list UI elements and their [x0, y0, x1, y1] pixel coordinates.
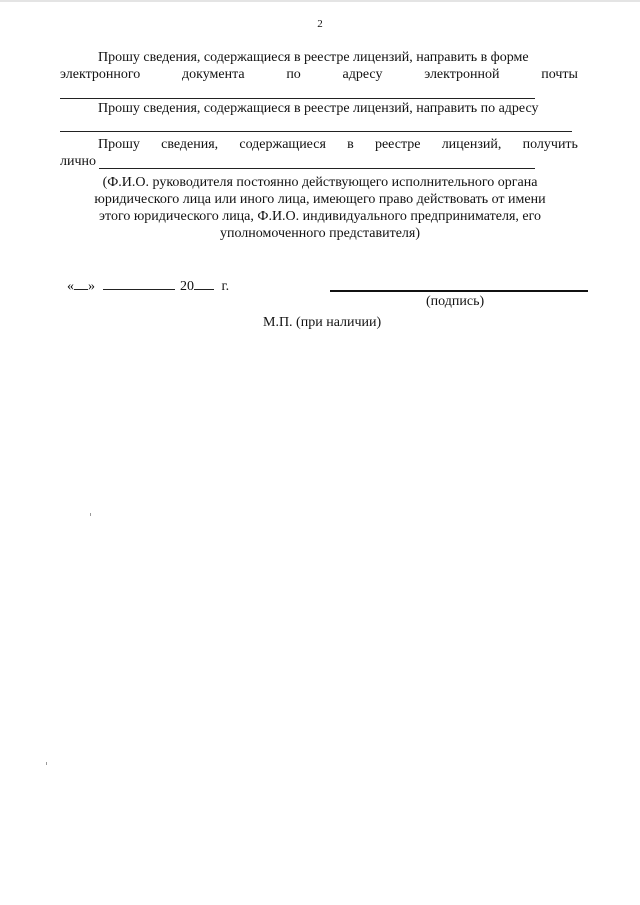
word: почты — [541, 67, 578, 82]
word: в — [347, 137, 354, 152]
word: адресу — [342, 67, 383, 82]
word: по — [286, 67, 301, 82]
request-email-line2 — [60, 67, 578, 83]
date-open-quote: « — [67, 279, 74, 294]
request-email-line1: Прошу сведения, содержащиеся в реестре лицензий, направить в форме — [98, 50, 529, 65]
word: получить — [522, 137, 578, 152]
year-blank[interactable] — [194, 277, 214, 290]
date-field — [67, 277, 229, 295]
word: электронной — [424, 67, 500, 82]
year-suffix: г. — [221, 279, 230, 294]
scan-edge — [0, 0, 640, 2]
stamp-note: М.П. (при наличии) — [263, 315, 382, 330]
page-number: 2 — [317, 18, 323, 30]
request-personal-line2: лично — [60, 154, 97, 169]
caption-line-4: уполномоченного представителя) — [219, 226, 421, 241]
scan-speck — [46, 762, 47, 765]
word: содержащиеся — [239, 137, 326, 152]
word: лицензий, — [441, 137, 502, 152]
caption-line-1: (Ф.И.О. руководителя постоянно действующего исполнительного органа — [102, 175, 538, 190]
request-personal-line1 — [98, 137, 578, 153]
month-blank[interactable] — [103, 277, 175, 290]
email-address-blank-line[interactable] — [60, 98, 535, 99]
recipient-name-blank-line[interactable] — [99, 168, 535, 169]
signature-blank-line[interactable] — [330, 290, 588, 292]
word: электронного — [60, 67, 141, 82]
word: сведения, — [161, 137, 219, 152]
scan-speck — [90, 513, 91, 516]
signature-caption: (подпись) — [426, 294, 485, 309]
caption-line-2: юридического лица или иного лица, имеющего право действовать от имени — [94, 192, 546, 207]
year-prefix: 20 — [180, 279, 194, 294]
caption-line-3: этого юридического лица, Ф.И.О. индивидуального предпринимателя, его — [99, 209, 541, 224]
date-close-quote: » — [88, 279, 95, 294]
word: реестре — [374, 137, 421, 152]
word: документа — [181, 67, 245, 82]
day-blank[interactable] — [74, 277, 88, 290]
request-post-line1: Прошу сведения, содержащиеся в реестре лицензий, направить по адресу — [98, 101, 539, 116]
postal-address-blank-line[interactable] — [60, 131, 572, 132]
word: Прошу — [98, 137, 140, 152]
